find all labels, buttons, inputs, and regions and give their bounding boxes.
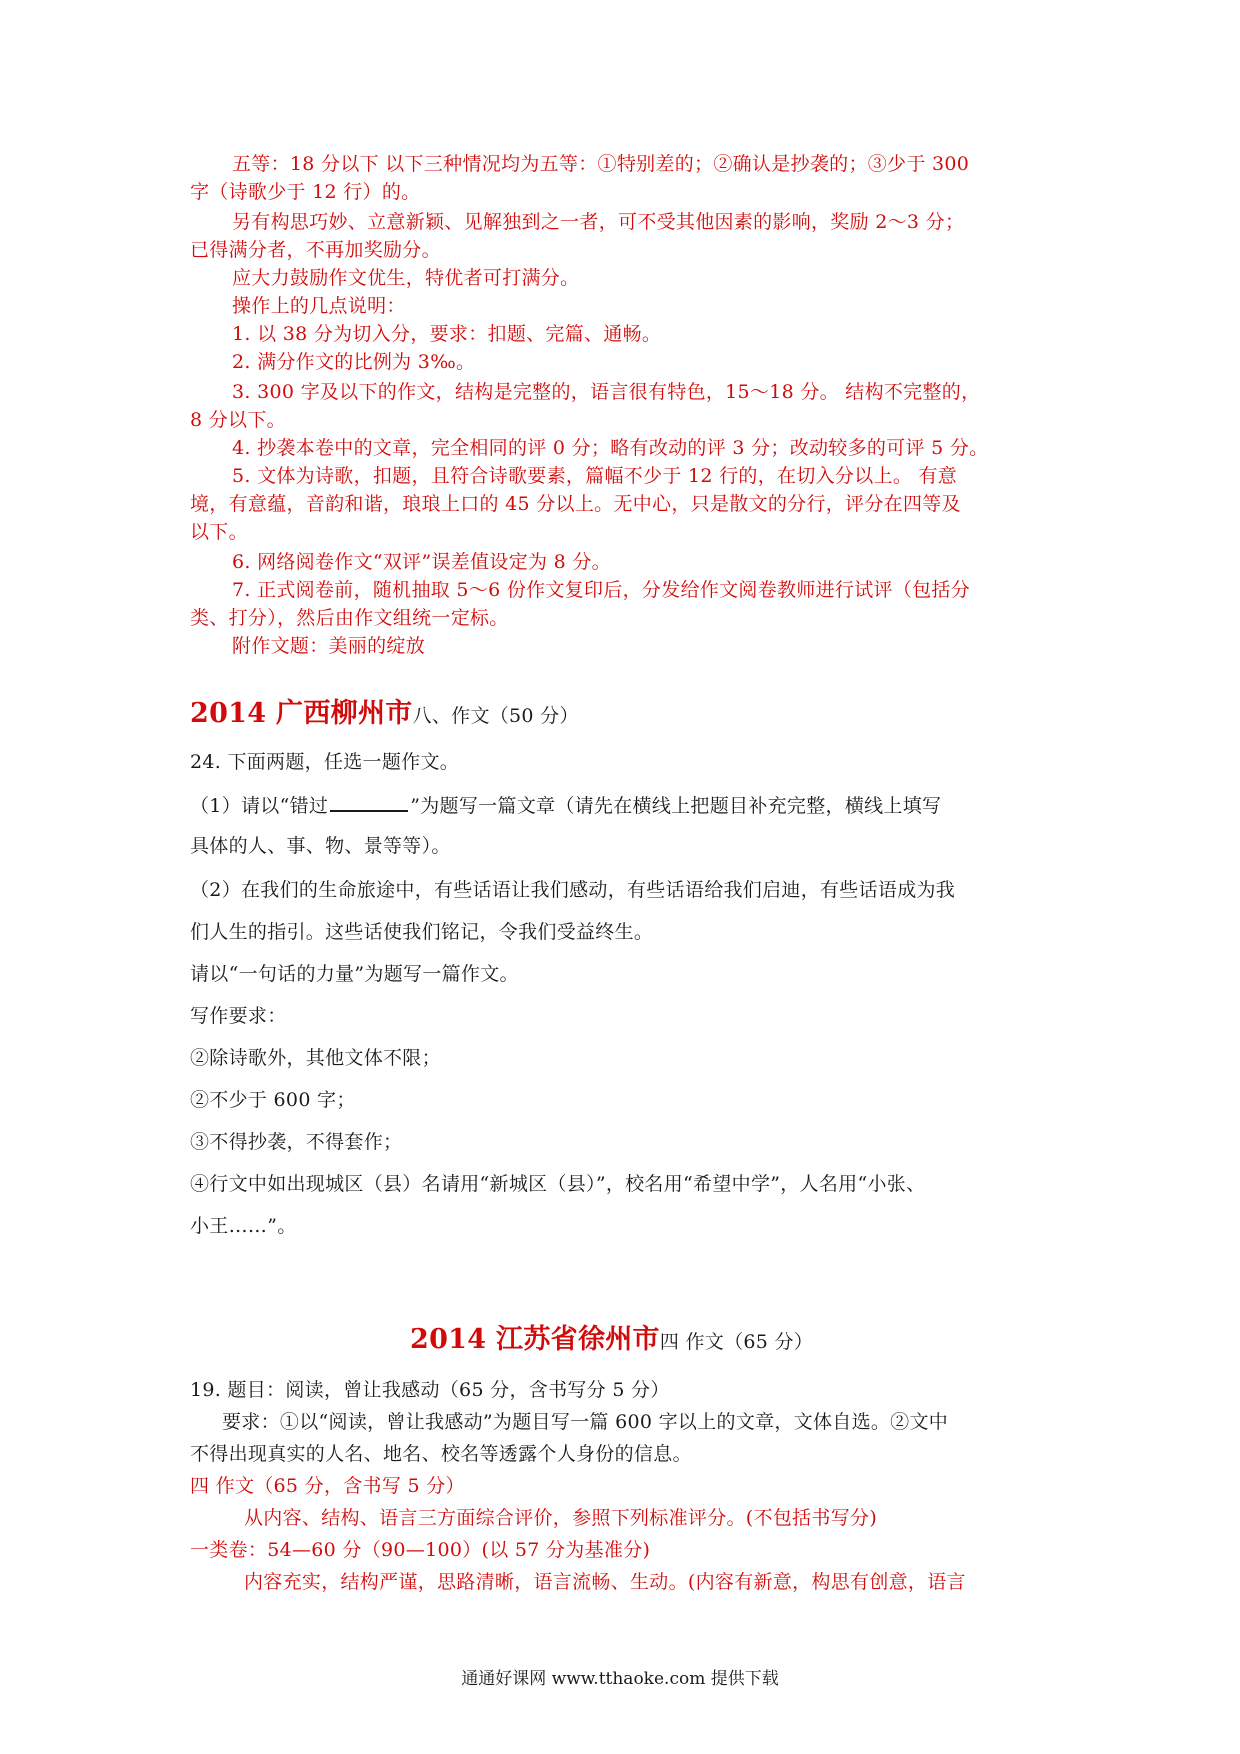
grading-line: 境，有意蕴，音韵和谐，琅琅上口的 45 分以上。无中心，只是散文的分行，评分在四等及 xyxy=(190,493,961,515)
grading-line: 字（诗歌少于 12 行）的。 xyxy=(190,181,421,203)
grading-line: 8 分以下。 xyxy=(190,409,286,431)
section-subtitle: 八、作文（50 分） xyxy=(412,705,579,727)
requirement-text-cont: 不得出现真实的人名、地名、校名等透露个人身份的信息。 xyxy=(190,1443,692,1465)
grading-line: 类、打分），然后由作文组统一定标。 xyxy=(190,607,509,629)
page-footer: 通通好课网 www.tthaoke.com 提供下载 xyxy=(461,1669,779,1689)
option-2-cont: 们人生的指引。这些话使我们铭记，令我们受益终生。 xyxy=(190,921,654,943)
class-one-description: 内容充实，结构严谨，思路清晰，语言流畅、生动。(内容有新意，构思有创意，语言 xyxy=(244,1571,966,1593)
grading-line: 操作上的几点说明： xyxy=(232,295,406,317)
answer-heading: 四 作文（65 分，含书写 5 分） xyxy=(190,1475,465,1497)
option-1-part-a: （1）请以“错过 xyxy=(190,795,329,817)
option-1 xyxy=(190,790,941,820)
requirement-item: ②除诗歌外，其他文体不限； xyxy=(190,1047,441,1069)
grading-line: 五等：18 分以下 以下三种情况均为五等：①特别差的；②确认是抄袭的；③少于 300 xyxy=(232,153,970,175)
section-heading-liuzhou xyxy=(190,700,579,730)
section-heading-xuzhou xyxy=(410,1326,813,1356)
requirement-item: ③不得抄袭，不得套作； xyxy=(190,1131,403,1153)
section-title: 2014 广西柳州市 xyxy=(190,698,413,729)
grading-line: 6. 网络阅卷作文“双评”误差值设定为 8 分。 xyxy=(232,551,611,573)
option-1-cont: 具体的人、事、物、景等等）。 xyxy=(190,835,451,857)
question-text: 19. 题目：阅读，曾让我感动（65 分，含书写分 5 分） xyxy=(190,1379,670,1401)
grading-line: 以下。 xyxy=(190,521,248,543)
grading-line: 5. 文体为诗歌，扣题，且符合诗歌要素，篇幅不少于 12 行的，在切入分以上。 有意 xyxy=(232,465,958,487)
answer-intro: 从内容、结构、语言三方面综合评价，参照下列标准评分。(不包括书写分) xyxy=(244,1507,878,1529)
section-title: 2014 江苏省徐州市 xyxy=(410,1324,660,1355)
option-2-prompt: 请以“一句话的力量”为题写一篇作文。 xyxy=(190,963,519,985)
question-text: 24. 下面两题，任选一题作文。 xyxy=(190,751,460,773)
requirement-item: ②不少于 600 字； xyxy=(190,1089,356,1111)
section-subtitle: 四 作文（65 分） xyxy=(659,1331,814,1353)
requirement-item-cont: 小王……”。 xyxy=(190,1215,297,1237)
fill-blank xyxy=(330,790,408,812)
requirements-heading: 写作要求： xyxy=(190,1005,287,1027)
grading-line: 另有构思巧妙、立意新颖、见解独到之一者，可不受其他因素的影响，奖励 2～3 分； xyxy=(232,211,965,233)
grading-line: 7. 正式阅卷前，随机抽取 5～6 份作文复印后，分发给作文阅卷教师进行试评（包括分 xyxy=(232,579,971,601)
grading-line: 4. 抄袭本卷中的文章，完全相同的评 0 分；略有改动的评 3 分；改动较多的可评 5 分。 xyxy=(232,437,989,459)
option-2: （2）在我们的生命旅途中，有些话语让我们感动，有些话语给我们启迪，有些话语成为我 xyxy=(190,879,956,901)
grading-line: 附作文题：美丽的绽放 xyxy=(232,635,426,657)
class-one-criteria: 一类卷：54—60 分（90—100）(以 57 分为基准分) xyxy=(190,1539,651,1561)
grading-line: 应大力鼓励作文优生，特优者可打满分。 xyxy=(232,267,580,289)
option-1-part-b: ”为题写一篇文章（请先在横线上把题目补充完整，横线上填写 xyxy=(410,795,942,817)
requirement-text: 要求：①以“阅读，曾让我感动”为题目写一篇 600 字以上的文章，文体自选。②文中 xyxy=(222,1411,949,1433)
grading-line: 2. 满分作文的比例为 3‰。 xyxy=(232,351,476,373)
grading-line: 3. 300 字及以下的作文，结构是完整的，语言很有特色，15～18 分。 结构不完整的， xyxy=(232,381,981,403)
grading-line: 1. 以 38 分为切入分，要求：扣题、完篇、通畅。 xyxy=(232,323,662,345)
requirement-item: ④行文中如出现城区（县）名请用“新城区（县）”，校名用“希望中学”，人名用“小张、 xyxy=(190,1173,926,1195)
grading-line: 已得满分者，不再加奖励分。 xyxy=(190,239,441,261)
